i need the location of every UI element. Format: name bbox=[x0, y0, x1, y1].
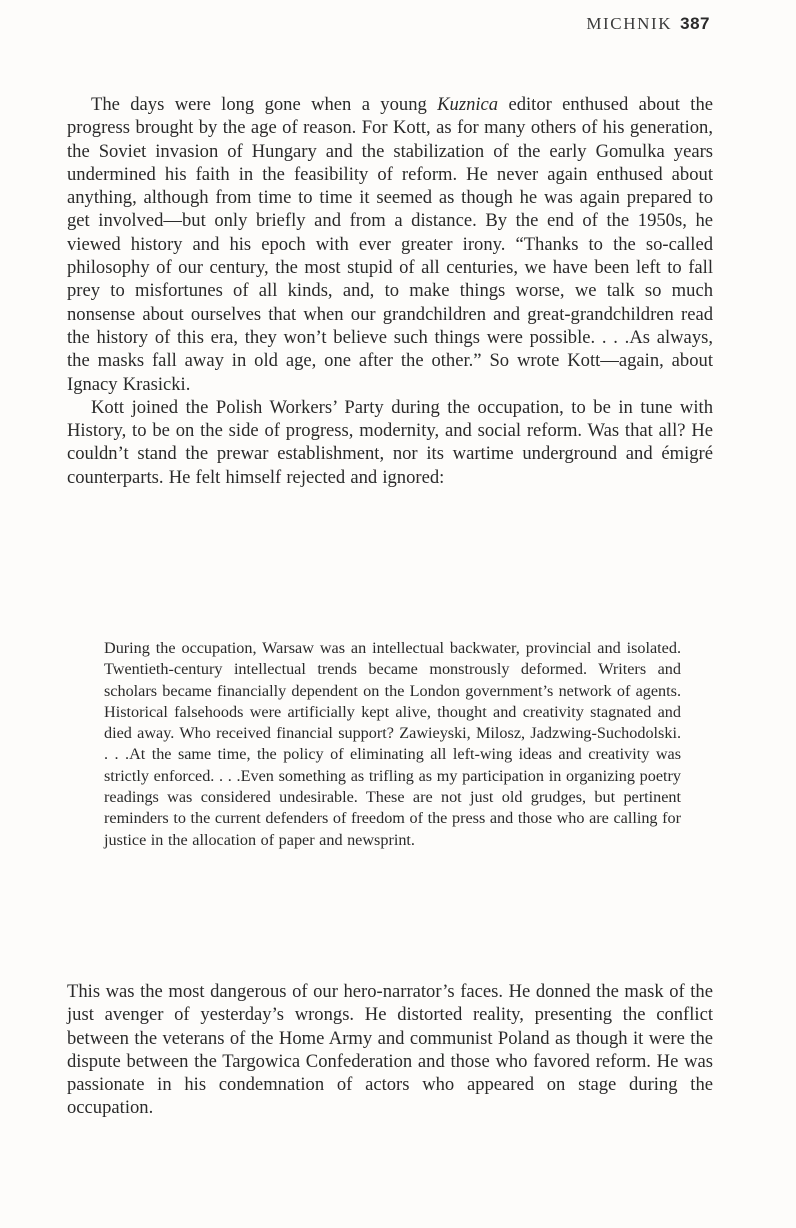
running-head bbox=[586, 14, 710, 34]
paragraph-kuznica-rest: editor enthused about the progress brought by the age of reason. For Kott, as for many others of his generation, the Soviet invasion of Hungary and the stabilization of the early Gomulka years undermined his faith in the feasibility of reform. He never again enthused about anything, although from time to time it seemed as though he was again prepared to get involved—but only briefly and from a distance. By the end of the 1950s, he viewed history and his epoch with ever greater irony. “Thanks to the so-called philosophy of our century, the most stupid of all centuries, we have been left to fall prey to misfortunes of all kinds, and, to make things worse, we talk so much nonsense about ourselves that when our grandchildren and great-grandchildren read the history of this era, they won’t believe such things were possible. . . .As always, the masks fall away in old age, one after the other.” So wrote Kott—again, about Ignacy Krasicki. bbox=[67, 94, 713, 395]
running-head-author: MICHNIK bbox=[586, 14, 673, 33]
paragraph-kuznica bbox=[67, 93, 713, 396]
body-text-top bbox=[67, 93, 713, 489]
body-text-bottom bbox=[67, 980, 713, 1120]
page-number: 387 bbox=[680, 14, 710, 33]
paragraph-polish-workers-party: Kott joined the Polish Workers’ Party during the occupation, to be in tune with History, to be on the side of progress, modernity, and social reform. Was that all? He couldn’t stand the prewar establishment, nor its wartime underground and émigré counterparts. He felt himself rejected and ignored: bbox=[67, 396, 713, 488]
block-quote-text: During the occupation, Warsaw was an intellectual backwater, provincial and isolated. Twentieth-century intellectual trends became monstrously deformed. Writers and scholars became financially dependent on the London government’s network of agents. Historical falsehoods were artificially kept alive, thought and creativity stagnated and died away. Who received financial support? Zawieyski, Milosz, Jadzwing-Suchodolski. . . .At the same time, the policy of eliminating all left-wing ideas and creativity was strictly enforced. . . .Even something as trifling as my participation in organizing poetry readings was considered undesirable. These are not just old grudges, but pertinent reminders to the current defenders of freedom of the press and those who are calling for justice in the allocation of paper and newsprint. bbox=[104, 639, 681, 849]
paragraph-hero-narrator: This was the most dangerous of our hero-narrator’s faces. He donned the mask of the just avenger of yesterday’s wrongs. He distorted reality, presenting the conflict between the veterans of the Home Army and communist Poland as though it were the dispute between the Targowica Confederation and those who favored reform. He was passionate in his condemnation of actors who appeared on stage during the occupation. bbox=[67, 981, 713, 1119]
paragraph-kuznica-lead: The days were long gone when a young bbox=[91, 94, 438, 115]
block-quote bbox=[104, 638, 681, 851]
kuznica-title: Kuznica bbox=[437, 94, 499, 115]
